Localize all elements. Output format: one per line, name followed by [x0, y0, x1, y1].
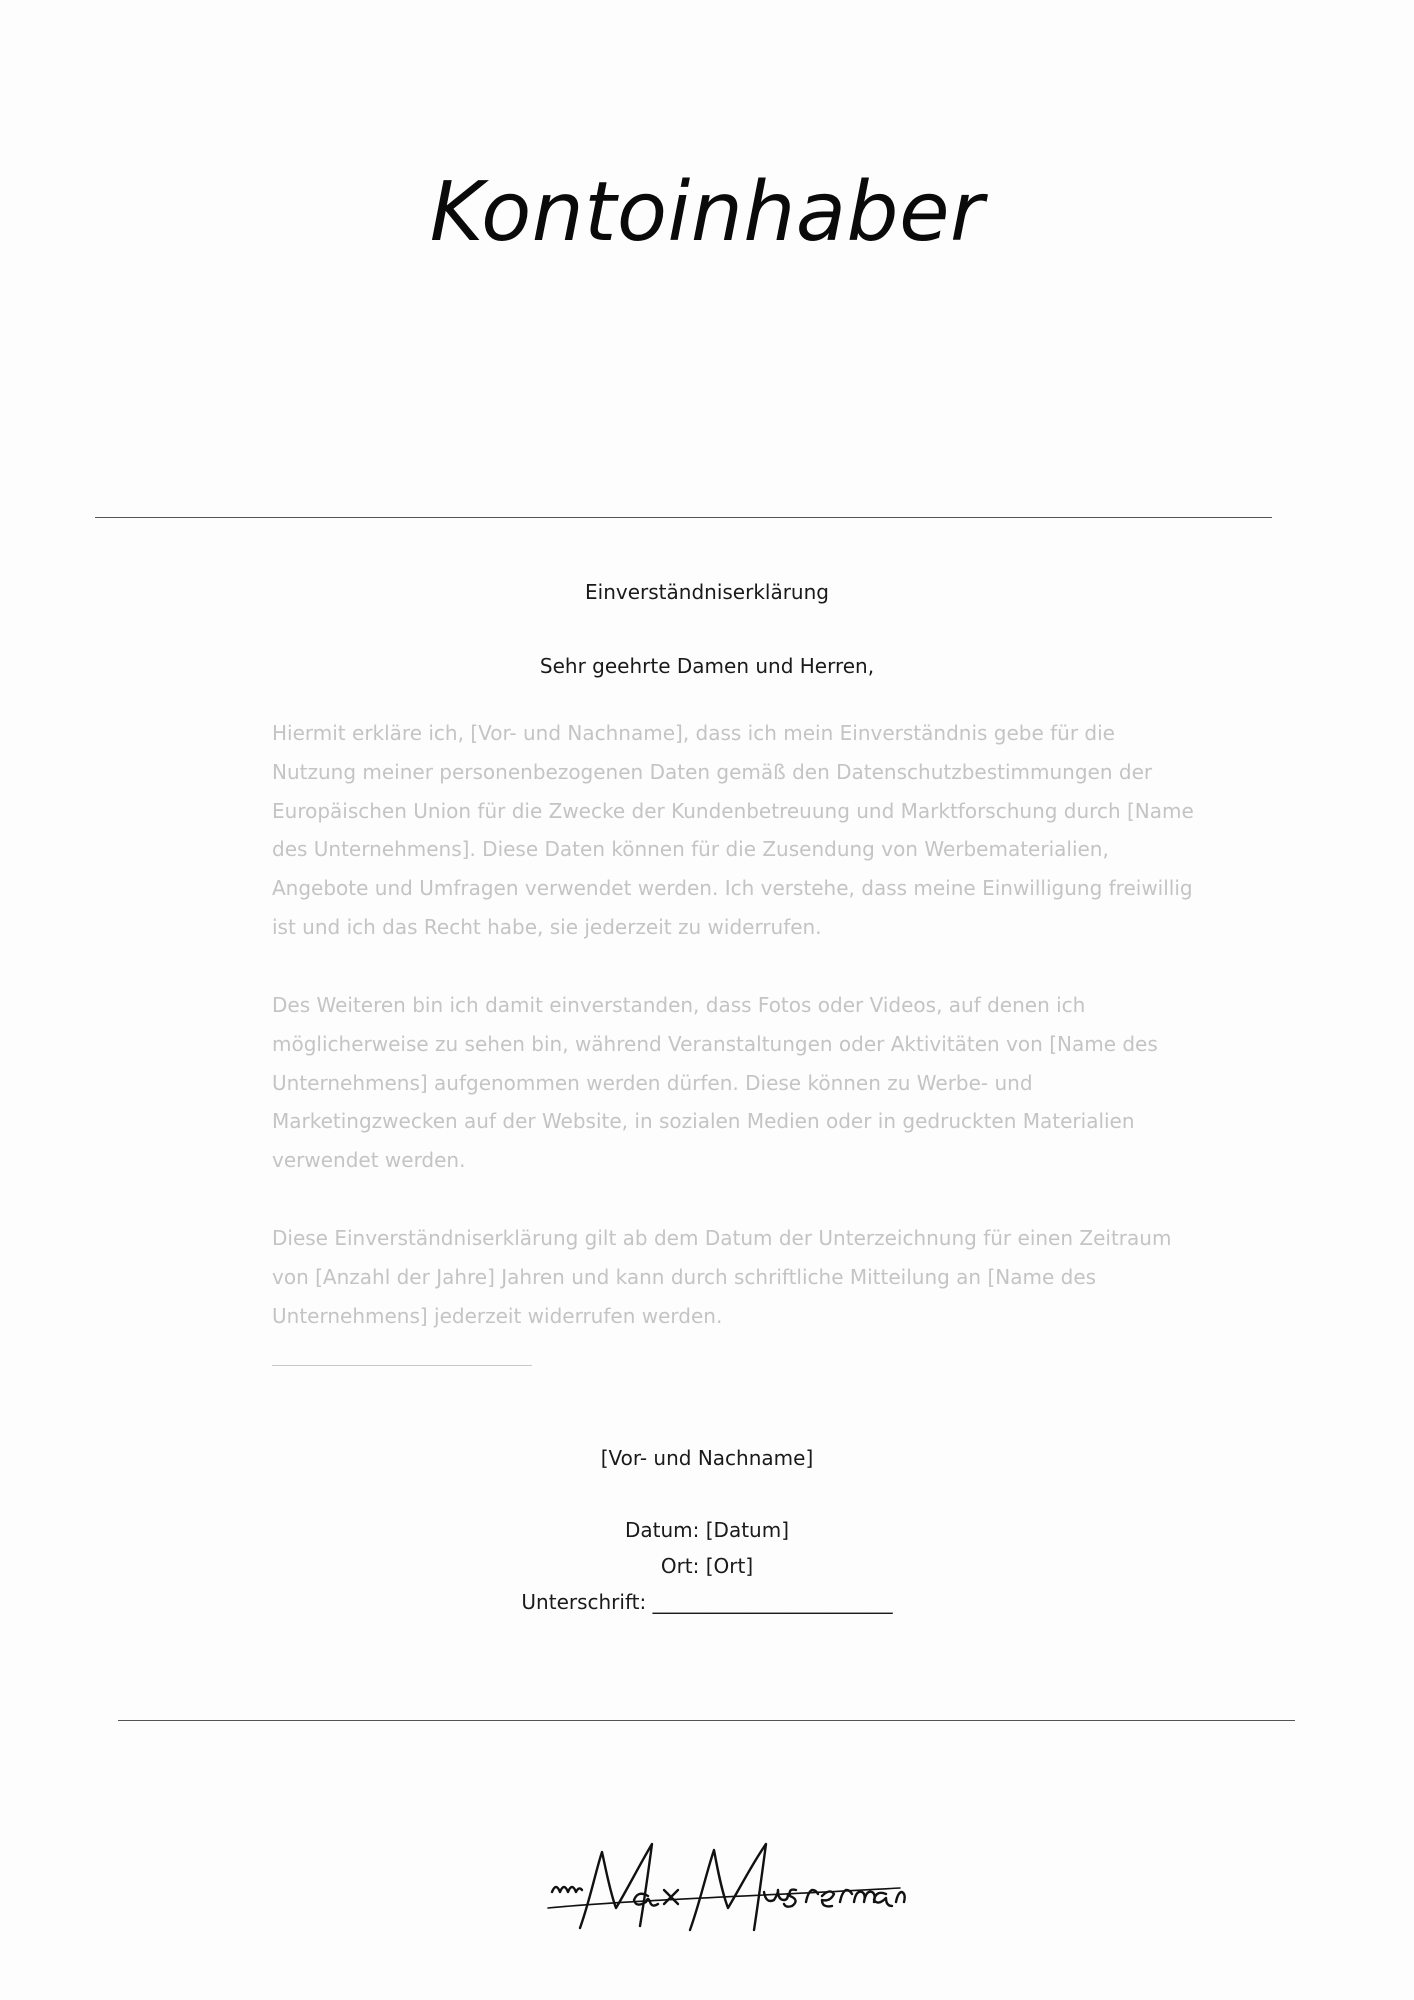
bottom-divider: [118, 1720, 1295, 1721]
top-divider: [95, 517, 1272, 518]
paragraph-3: Diese Einverständniserklärung gilt ab dem Datum der Unterzeichnung für einen Zeitraum von [Anzahl der Jahre] Jahren und kann durch schriftliche Mitteilung an [Name des Unternehmens] jederzeit widerrufen werden.: [272, 1226, 1172, 1328]
signature-line: Unterschrift: ________________________: [521, 1590, 893, 1614]
paragraph-2: Des Weiteren bin ich damit einverstanden, dass Fotos oder Videos, auf denen ich möglicherweise zu sehen bin, während Veranstaltungen oder Aktivitäten von [Name des Unternehmens] aufgenommen werden dürfen. Diese können zu Werbe- und Marketingzwecken auf der Website, in sozialen Medien oder in gedruckten Materialien verwendet werden.: [272, 993, 1158, 1173]
greeting: Sehr geehrte Damen und Herren,: [539, 654, 875, 678]
page-title: Kontoinhaber: [429, 165, 985, 260]
place-line: Ort: [Ort]: [660, 1554, 754, 1578]
separator-line: [272, 1365, 532, 1366]
date-line: Datum: [Datum]: [624, 1518, 789, 1542]
signer-name: [Vor- und Nachname]: [600, 1446, 814, 1470]
paragraph-1: Hiermit erkläre ich, [Vor- und Nachname], dass ich mein Einverständnis gebe für die Nutzung meiner personenbezogenen Daten gemäß den Datenschutzbestimmungen der Europäischen Union für die Zwecke der Kundenbetreuung und Marktforschung durch [Name des Unternehmens]. Diese Daten können für die Zusendung von Werbematerialien, Angebote und Umfragen verwendet werden. Ich verstehe, dass meine Einwilligung freiwillig ist und ich das Recht habe, sie jederzeit zu widerrufen.: [272, 721, 1194, 939]
handwritten-signature: [540, 1830, 910, 1940]
document-heading: Einverständniserklärung: [585, 580, 829, 604]
